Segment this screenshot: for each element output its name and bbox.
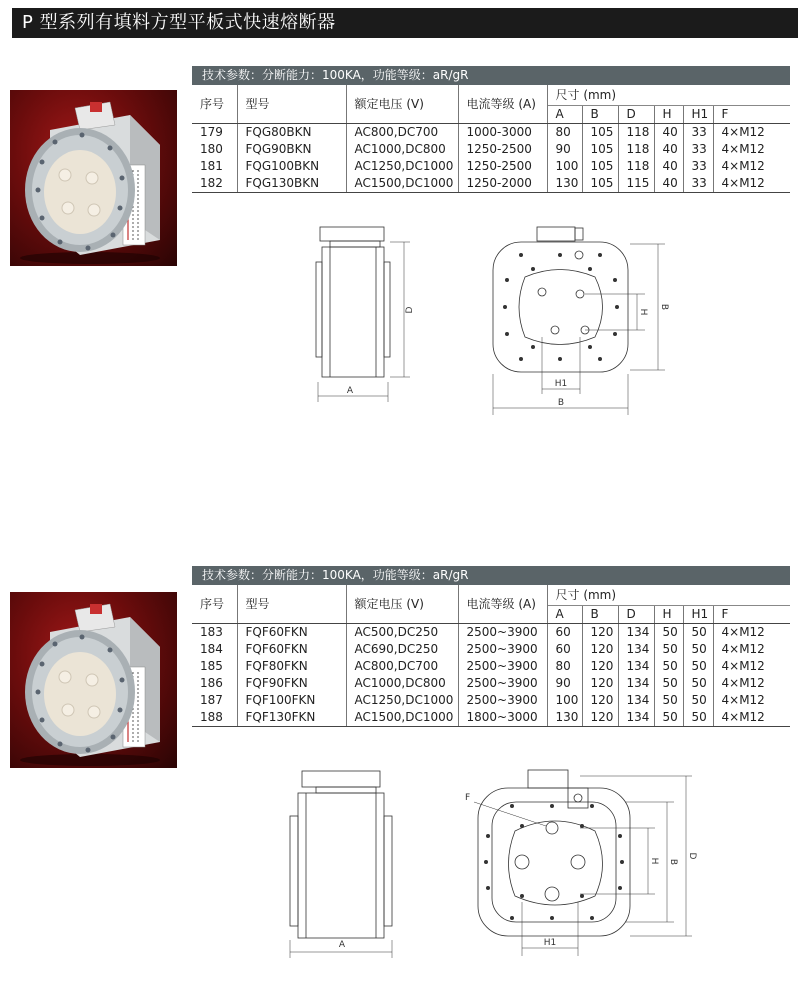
cell-b: 105	[582, 124, 618, 142]
cell-b: 105	[582, 175, 618, 193]
cell-b: 120	[582, 641, 618, 658]
cell-f: 4×M12	[713, 175, 790, 193]
cell-current: 2500~3900	[458, 675, 547, 692]
cell-model: FQG100BKN	[237, 158, 346, 175]
cell-model: FQF60FKN	[237, 624, 346, 642]
header-d: D	[618, 606, 654, 624]
cell-current: 1800~3000	[458, 709, 547, 727]
cell-model: FQF90FKN	[237, 675, 346, 692]
cell-f: 4×M12	[721, 142, 765, 156]
cell-b: 120	[582, 675, 618, 692]
header-current: 电流等级 (A)	[458, 85, 547, 124]
side-view-drawing-1	[300, 222, 430, 407]
cell-no: 185	[192, 658, 237, 675]
cell-current: 1000-3000	[458, 124, 547, 142]
cell-model: FQF100FKN	[237, 692, 346, 709]
cell-no: 183	[192, 624, 237, 642]
cell-h1: 50	[683, 675, 713, 692]
header-h: H	[654, 106, 683, 124]
cell-voltage: AC1500,DC1000	[346, 175, 458, 193]
header-h1: H1	[683, 606, 713, 624]
cell-h1: 50	[683, 624, 713, 642]
table-row	[192, 641, 790, 658]
header-no: 序号	[192, 585, 237, 624]
table-row	[192, 175, 790, 193]
cell-h: 50	[654, 709, 683, 727]
spec-section-1	[192, 66, 790, 193]
front-view-drawing-2	[460, 766, 695, 961]
dim-label-h1: H1	[554, 379, 568, 389]
cell-f: 4×M12	[721, 659, 765, 673]
cell-b: 105	[582, 158, 618, 175]
header-b: B	[582, 106, 618, 124]
cell-voltage: AC1500,DC1000	[346, 709, 458, 727]
cell-f: 4×M12	[721, 625, 765, 639]
cell-h: 50	[654, 658, 683, 675]
front-view-drawing-1	[485, 222, 670, 417]
header-f: F	[713, 606, 790, 624]
header-size: 尺寸 (mm)	[547, 85, 790, 106]
cell-f: 4×M12	[713, 709, 790, 727]
cell-f: 4×M12	[721, 693, 765, 707]
table-row	[192, 658, 790, 675]
dim-label-a: A	[346, 386, 354, 396]
cell-no: 187	[192, 692, 237, 709]
cell-h: 40	[654, 141, 683, 158]
technical-parameters: 技术参数：分断能力：100KA，功能等级：aR/gR	[192, 566, 790, 585]
cell-d: 134	[618, 709, 654, 727]
cell-h: 40	[654, 175, 683, 193]
cell-h1: 33	[683, 175, 713, 193]
cell-a: 80	[547, 658, 582, 675]
table-row	[192, 624, 790, 642]
dim-label-b: B	[668, 858, 678, 866]
cell-h: 50	[654, 641, 683, 658]
technical-parameters: 技术参数：分断能力：100KA，功能等级：aR/gR	[192, 66, 790, 85]
cell-h: 50	[654, 675, 683, 692]
cell-h1: 33	[683, 158, 713, 175]
cell-voltage: AC1250,DC1000	[346, 692, 458, 709]
cell-h1: 50	[683, 692, 713, 709]
cell-voltage: AC500,DC250	[346, 624, 458, 642]
header-voltage: 额定电压 (V)	[346, 85, 458, 124]
header-a: A	[547, 606, 582, 624]
cell-a: 100	[547, 158, 582, 175]
cell-voltage: AC1000,DC800	[346, 141, 458, 158]
cell-voltage: AC1250,DC1000	[346, 158, 458, 175]
cell-a: 130	[547, 175, 582, 193]
header-model: 型号	[237, 85, 346, 124]
cell-b: 105	[582, 141, 618, 158]
cell-no: 182	[192, 175, 237, 193]
dim-label-h: H	[649, 857, 659, 865]
table-row	[192, 675, 790, 692]
header-voltage: 额定电压 (V)	[346, 585, 458, 624]
cell-voltage: AC690,DC250	[346, 641, 458, 658]
spec-table-2	[192, 585, 790, 727]
cell-f: 4×M12	[721, 159, 765, 173]
cell-d: 134	[618, 675, 654, 692]
header-current: 电流等级 (A)	[458, 585, 547, 624]
dim-label-d: D	[687, 852, 697, 860]
cell-no: 184	[192, 641, 237, 658]
cell-h1: 50	[683, 658, 713, 675]
cell-h: 40	[654, 124, 683, 142]
dim-label-h1: H1	[543, 938, 557, 948]
dim-label-a: A	[338, 940, 346, 950]
dim-label-b: B	[659, 303, 669, 311]
cell-model: FQF60FKN	[237, 641, 346, 658]
cell-f: 4×M12	[721, 125, 765, 139]
cell-current: 2500~3900	[458, 658, 547, 675]
cell-model: FQF80FKN	[237, 658, 346, 675]
header-size: 尺寸 (mm)	[547, 585, 790, 606]
cell-d: 118	[618, 158, 654, 175]
table-row	[192, 158, 790, 175]
cell-current: 2500~3900	[458, 624, 547, 642]
cell-model: FQG80BKN	[237, 124, 346, 142]
cell-voltage: AC800,DC700	[346, 124, 458, 142]
header-model: 型号	[237, 585, 346, 624]
cell-h1: 33	[683, 124, 713, 142]
cell-h: 50	[654, 692, 683, 709]
cell-d: 134	[618, 692, 654, 709]
cell-no: 186	[192, 675, 237, 692]
cell-a: 100	[547, 692, 582, 709]
cell-a: 90	[547, 675, 582, 692]
cell-h: 40	[654, 158, 683, 175]
cell-d: 134	[618, 641, 654, 658]
header-f: F	[713, 106, 790, 124]
cell-b: 120	[582, 658, 618, 675]
cell-no: 180	[192, 141, 237, 158]
dim-label-f: F	[465, 793, 471, 803]
table-row	[192, 141, 790, 158]
cell-d: 115	[618, 175, 654, 193]
cell-current: 1250-2500	[458, 141, 547, 158]
table-row	[192, 709, 790, 727]
cell-h1: 33	[683, 141, 713, 158]
header-h: H	[654, 606, 683, 624]
table-row	[192, 692, 790, 709]
cell-no: 188	[192, 709, 237, 727]
cell-a: 80	[547, 124, 582, 142]
cell-voltage: AC800,DC700	[346, 658, 458, 675]
spec-table-1	[192, 85, 790, 193]
cell-model: FQG130BKN	[237, 175, 346, 193]
header-d: D	[618, 106, 654, 124]
cell-a: 90	[547, 141, 582, 158]
cell-a: 60	[547, 641, 582, 658]
cell-h1: 50	[683, 709, 713, 727]
cell-f: 4×M12	[721, 676, 765, 690]
cell-current: 1250-2000	[458, 175, 547, 193]
page-title: P 型系列有填料方型平板式快速熔断器	[12, 8, 798, 38]
dim-label-h: H	[638, 308, 648, 316]
cell-a: 130	[547, 709, 582, 727]
cell-d: 134	[618, 658, 654, 675]
cell-model: FQF130FKN	[237, 709, 346, 727]
header-b: B	[582, 606, 618, 624]
cell-model: FQG90BKN	[237, 141, 346, 158]
cell-current: 1250-2500	[458, 158, 547, 175]
cell-no: 179	[192, 124, 237, 142]
cell-current: 2500~3900	[458, 692, 547, 709]
cell-h: 50	[654, 624, 683, 642]
header-no: 序号	[192, 85, 237, 124]
cell-f: 4×M12	[721, 642, 765, 656]
side-view-drawing-2	[280, 766, 410, 961]
fuse-photo	[10, 592, 177, 768]
cell-b: 120	[582, 692, 618, 709]
cell-no: 181	[192, 158, 237, 175]
table-row	[192, 124, 790, 142]
cell-a: 60	[547, 624, 582, 642]
cell-voltage: AC1000,DC800	[346, 675, 458, 692]
cell-d: 118	[618, 141, 654, 158]
cell-current: 2500~3900	[458, 641, 547, 658]
dim-label-d: D	[405, 306, 415, 314]
cell-d: 134	[618, 624, 654, 642]
dim-label-b-bottom: B	[557, 398, 565, 408]
fuse-photo	[10, 90, 177, 266]
header-a: A	[547, 106, 582, 124]
cell-d: 118	[618, 124, 654, 142]
spec-section-2	[192, 566, 790, 727]
cell-b: 120	[582, 709, 618, 727]
cell-b: 120	[582, 624, 618, 642]
cell-h1: 50	[683, 641, 713, 658]
header-h1: H1	[683, 106, 713, 124]
